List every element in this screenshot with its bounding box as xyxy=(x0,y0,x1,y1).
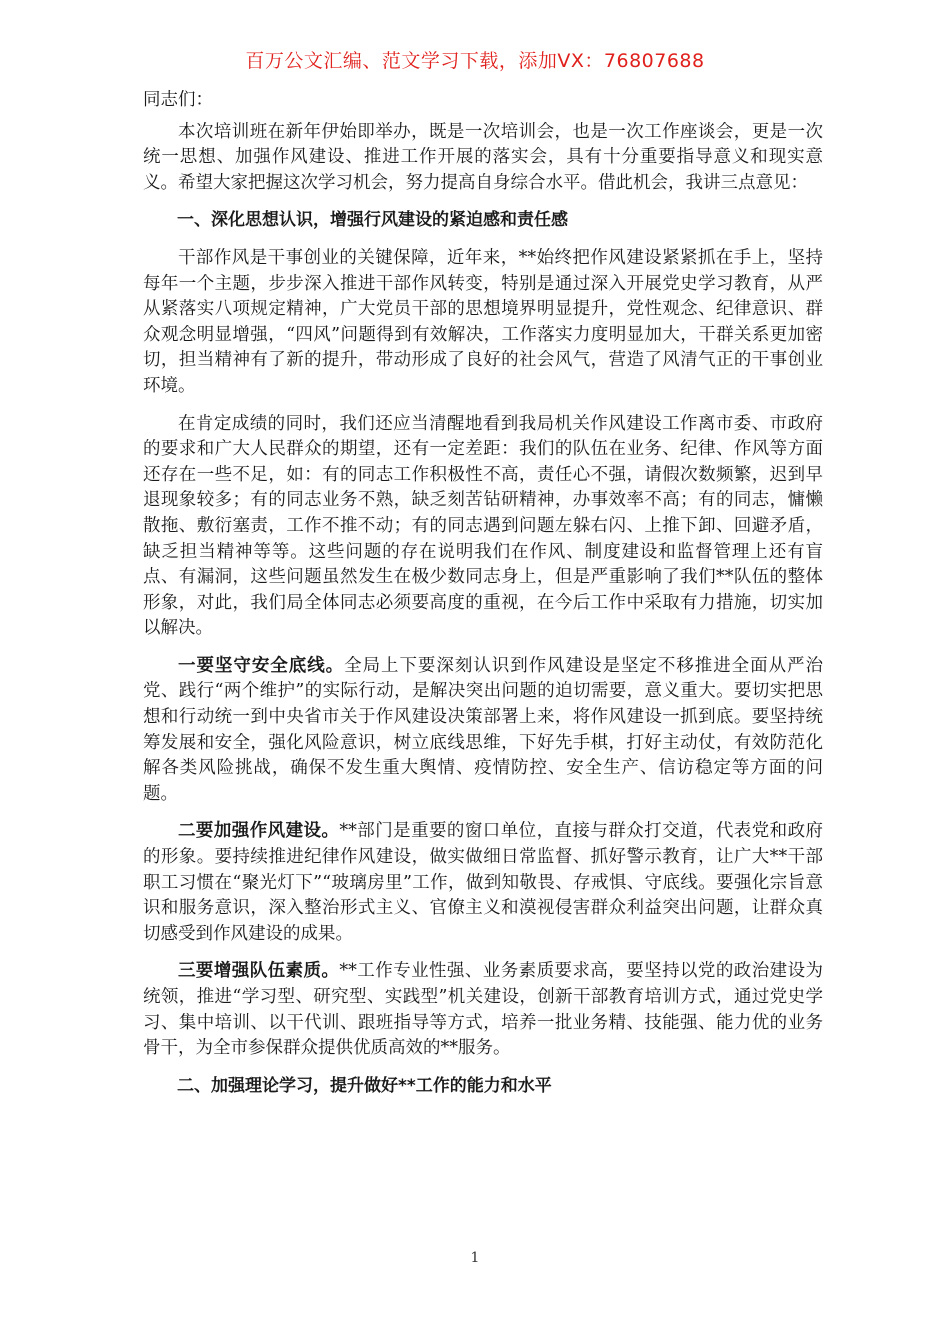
point-2-lead: 二要加强作风建设。 xyxy=(178,821,340,842)
document-body xyxy=(143,88,823,1111)
point-3-text: **工作专业性强、业务素质要求高，要坚持以党的政治建设为统领，推进“学习型、研究型、实践型”机关建设，创新干部教育培训方式，通过党史学习、集中培训、以干代训、跟班指导等方式，培养一批业务精、技能强、能力优的业务骨干，为全市参保群众提供优质高效的**服务。 xyxy=(143,961,824,1059)
paragraph-1: 干部作风是干事创业的关键保障，近年来，**始终把作风建设紧紧抓在手上，坚持每年一个主题，步步深入推进干部作风转变，特别是通过深入开展党史学习教育，从严从紧落实八项规定精神，广大党员干部的思想境界明显提升，党性观念、纪律意识、群众观念明显增强，“四风”问题得到有效解决，工作落实力度明显加大，干群关系更加密切，担当精神有了新的提升，带动形成了良好的社会风气，营造了风清气正的干事创业环境。 xyxy=(143,247,823,396)
point-1-text: 全局上下要深刻认识到作风建设是坚定不移推进全面从严治党、践行“两个维护”的实际行动，是解决突出问题的迫切需要，意义重大。要切实把思想和行动统一到中央省市关于作风建设决策部署上来，将作风建设一抓到底。要坚持统筹发展和安全，强化风险意识，树立底线思维，下好先手棋，打好主动仗，有效防范化解各类风险挑战，确保不发生重大舆情、疫情防控、安全生产、信访稳定等方面的问题。 xyxy=(143,655,824,804)
paragraph-2: 在肯定成绩的同时，我们还应当清醒地看到我局机关作风建设工作离市委、市政府的要求和广大人民群众的期望，还有一定差距：我们的队伍在业务、纪律、作风等方面还存在一些不足，如：有的同志工作积极性不高，责任心不强，请假次数频繁，迟到早退现象较多；有的同志业务不熟，缺乏刻苦钻研精神，办事效率不高；有的同志，慵懒散拖、敷衍塞责，工作不推不动；有的同志遇到问题左躲右闪、上推下卸、回避矛盾，缺乏担当精神等等。这些问题的存在说明我们在作风、制度建设和监督管理上还有盲点、有漏洞，这些问题虽然发生在极少数同志身上，但是严重影响了我们**队伍的整体形象，对此，我们局全体同志必须要高度的重视，在今后工作中采取有力措施，切实加以解决。 xyxy=(143,413,823,639)
point-3-paragraph xyxy=(143,959,823,1061)
section-heading-2: 二、加强理论学习，提升做好**工作的能力和水平 xyxy=(177,1075,552,1096)
section-heading-1: 一、深化思想认识，增强行风建设的紧迫感和责任感 xyxy=(177,210,568,231)
page-number: 1 xyxy=(470,1250,480,1266)
header-banner: 百万公文汇编、范文学习下载，添加VX：76807688 xyxy=(245,50,705,72)
point-3-lead: 三要增强队伍素质。 xyxy=(178,961,340,982)
point-1-lead: 一要坚守安全底线。 xyxy=(178,655,345,676)
point-2-paragraph xyxy=(143,819,823,947)
intro-paragraph: 本次培训班在新年伊始即举办，既是一次培训会，也是一次工作座谈会，更是一次统一思想、加强作风建设、推进工作开展的落实会，具有十分重要指导意义和现实意义。希望大家把握这次学习机会，努力提高自身综合水平。借此机会，我讲三点意见： xyxy=(143,121,823,193)
point-2-text: **部门是重要的窗口单位，直接与群众打交道，代表党和政府的形象。要持续推进纪律作风建设，做实做细日常监督、抓好警示教育，让广大**干部职工习惯在“聚光灯下”“玻璃房里”工作，做到知敬畏、存戒惧、守底线。要强化宗旨意识和服务意识，深入整治形式主义、官僚主义和漠视侵害群众利益突出问题，让群众真切感受到作风建设的成果。 xyxy=(143,821,824,944)
point-1-paragraph xyxy=(143,654,823,808)
salutation: 同志们： xyxy=(143,90,213,110)
